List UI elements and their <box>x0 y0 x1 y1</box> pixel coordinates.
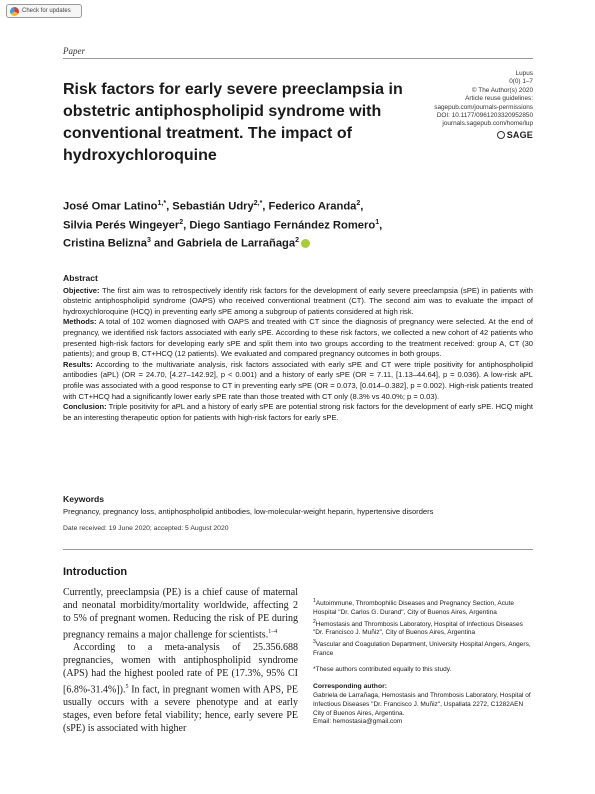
reuse-link[interactable]: sagepub.com/journals-permissions <box>434 103 533 111</box>
citation-ref[interactable]: 5 <box>125 683 129 690</box>
author-separator: and <box>150 238 177 251</box>
citation-ref[interactable]: 1–4 <box>268 628 278 635</box>
abstract-results <box>63 360 533 402</box>
author-name[interactable]: José Omar Latino <box>63 200 158 213</box>
author-separator: , <box>379 219 383 232</box>
abstract-objective <box>63 286 533 318</box>
author-name[interactable]: Cristina Belizna <box>63 238 147 251</box>
results-text: According to the multivariate analysis, risk factors associated with early sPE and CT were triple positivity for antiphospholipid antibodies (aPL) (OR = 24.70, [4.27–142.92], p < 0.001) and a history of early sPE (OR = 7.11, [1.13–44.64], p = 0.036). A low-risk aPL profile was associated with a good response to CT in preventing early sPE (OR = 0.073, [0.014–0.382], p = 0.002). High-risk patients treated with CT+HCQ had a significantly lower early sPE rate than those treated with CT only (8.3% vs 40.0%; p = 0.03). <box>63 359 533 401</box>
affiliation-marker: 3 <box>313 639 316 646</box>
affiliation <box>313 597 533 618</box>
journal-volume: 0(0) 1–7 <box>509 78 533 86</box>
methods-label: Methods: <box>63 317 97 327</box>
sage-logo-icon <box>497 131 505 139</box>
author-affiliation-marker: 1,* <box>157 200 167 207</box>
corresponding-author-email[interactable]: Email: hemostasia@gmail.com <box>313 718 403 726</box>
affiliation-marker: 2 <box>313 618 316 625</box>
author-name[interactable]: Gabriela de Larrañaga <box>176 238 296 251</box>
keywords-text: Pregnancy, pregnancy loss, antiphospholipid antibodies, low-molecular-weight heparin, hypertensive disorders <box>63 506 434 516</box>
introduction-paragraph <box>63 642 298 736</box>
author-affiliation-marker: 2 <box>179 218 184 226</box>
orcid-icon[interactable] <box>301 239 310 248</box>
introduction-paragraph <box>63 587 298 642</box>
section-divider <box>63 549 533 550</box>
check-for-updates-label: Check for updates <box>22 8 71 14</box>
abstract-heading: Abstract <box>63 273 98 283</box>
conclusion-label: Conclusion: <box>63 402 107 412</box>
paragraph-text: According to a meta-analysis of 25.356.688 pregnancies, women with antiphospholipid syndrome (APS) had the highest pooled rate of PE (17.3%, 95% CI [6.8%-31.4%]). <box>63 641 298 695</box>
affiliation <box>313 638 533 659</box>
affiliation-text: Hemostasis and Thrombosis Laboratory, Hospital of Infectious Diseases "Dr. Francisco J. Muñiz", City of Buenos Aires, Argentina <box>313 620 523 637</box>
affiliation-marker: 1 <box>313 598 316 604</box>
affiliation-text: Autoimmune, Thrombophilic Diseases and Pregnancy Section, Acute Hospital "Dr. Carlos G. Durand", City of Buenos Aires, Argentina <box>313 600 515 616</box>
check-for-updates-badge[interactable] <box>6 4 82 18</box>
keywords <box>63 494 533 517</box>
affiliation-text: Vascular and Coagulation Department, University Hospital Angers, Angers, France <box>313 641 531 657</box>
header-divider <box>63 58 533 59</box>
abstract-conclusion <box>63 402 533 423</box>
author-separator: , <box>166 200 173 213</box>
equal-contribution-note: *These authors contributed equally to this study. <box>313 665 452 673</box>
footnotes <box>313 597 533 727</box>
author-name[interactable]: Diego Santiago Fernández Romero <box>189 219 376 232</box>
article-dates: Date received: 19 June 2020; accepted: 5 August 2020 <box>63 525 229 532</box>
paragraph-text: In fact, in pregnant women with APS, PE usually occurs with a severe phenotype and at early stages, even before fetal viability; hence, early severe PE (sPE) is associated with higher <box>63 684 298 734</box>
affiliation <box>313 618 533 639</box>
methods-text: A total of 102 women diagnosed with OAPS and treated with CT since the diagnosis of pregnancy were selected. At the end of pregnancy, we identified risk factors associated with early sPE. According to these risk factors, we collected a new cohort of 42 patients who presented high-risk factors for developing early sPE and split them into two groups according to the treatment received: group A, CT (30 patients); and group B, CT+HCQ (12 patients). We evaluated and compared pregnancy outcomes in both groups. <box>63 317 533 359</box>
author-affiliation-marker: 1 <box>375 218 380 226</box>
keywords-heading: Keywords <box>63 494 105 504</box>
article-title: Risk factors for early severe preeclampsia in obstetric antiphospholipid syndrome with conventional treatment. The impact of hydroxychloroquine <box>63 81 403 164</box>
journal-home-link[interactable]: journals.sagepub.com/home/lup <box>442 120 533 128</box>
introduction-body <box>63 587 298 736</box>
author-separator: , <box>262 200 269 213</box>
journal-meta <box>413 70 533 139</box>
crossmark-icon <box>10 7 19 16</box>
objective-label: Objective: <box>63 285 100 295</box>
abstract <box>63 273 533 423</box>
author-affiliation-marker: 3 <box>146 237 151 245</box>
publisher-logo <box>413 131 533 139</box>
author-separator: , <box>360 200 364 213</box>
objective-text: The first aim was to retrospectively identify risk factors for the development of early severe preeclampsia (sPE) in patients with obstetric antiphospholipid syndrome (OAPS) who received conventional treatment (CT). The second aim was to evaluate the impact of hydroxychloroquine (HCQ) in preventing early sPE among a subgroup of patients considered at high risk. <box>63 285 533 316</box>
author-name[interactable]: Silvia Perés Wingeyer <box>63 219 180 232</box>
author-affiliation-marker: 2 <box>356 200 361 207</box>
journal-name: Lupus <box>515 70 533 77</box>
author-name[interactable]: Federico Aranda <box>268 200 357 213</box>
corresponding-author-text: Gabriela de Larrañaga, Hemostasis and Thrombosis Laboratory, Hospital of Infectious Diseases "Dr. Francisco J. Muñiz", Uspallata 2272, C1282AEN City of Buenos Aires, Argentina. <box>313 692 531 717</box>
conclusion-text: Triple positivity for aPL and a history of early sPE are potential strong risk factors for the development of early sPE. HCQ might be an interesting therapeutic option for patients with high-risk factors for early sPE. <box>63 402 533 422</box>
abstract-methods <box>63 317 533 359</box>
author-separator: , <box>183 219 190 232</box>
publisher-name: SAGE <box>506 129 533 140</box>
reuse-label: Article reuse guidelines: <box>465 95 533 103</box>
corresponding-author-label: Corresponding author: <box>313 683 388 691</box>
author-affiliation-marker: 2 <box>295 237 300 245</box>
paragraph-text: Currently, preeclampsia (PE) is a chief cause of maternal and neonatal morbidity/mortality worldwide, affecting 2 to 5% of pregnant women. Reducing the risk of PE during pregnancy remains a major challenge for scientists. <box>63 587 298 641</box>
author-list <box>63 196 463 252</box>
section-label: Paper <box>63 46 85 56</box>
introduction-heading: Introduction <box>63 566 128 578</box>
author-name[interactable]: Sebastián Udry <box>172 200 254 213</box>
results-label: Results: <box>63 359 93 369</box>
doi[interactable]: DOI: 10.1177/0961203320952850 <box>436 112 533 120</box>
copyright: © The Author(s) 2020 <box>471 86 533 94</box>
author-affiliation-marker: 2,* <box>253 200 263 207</box>
